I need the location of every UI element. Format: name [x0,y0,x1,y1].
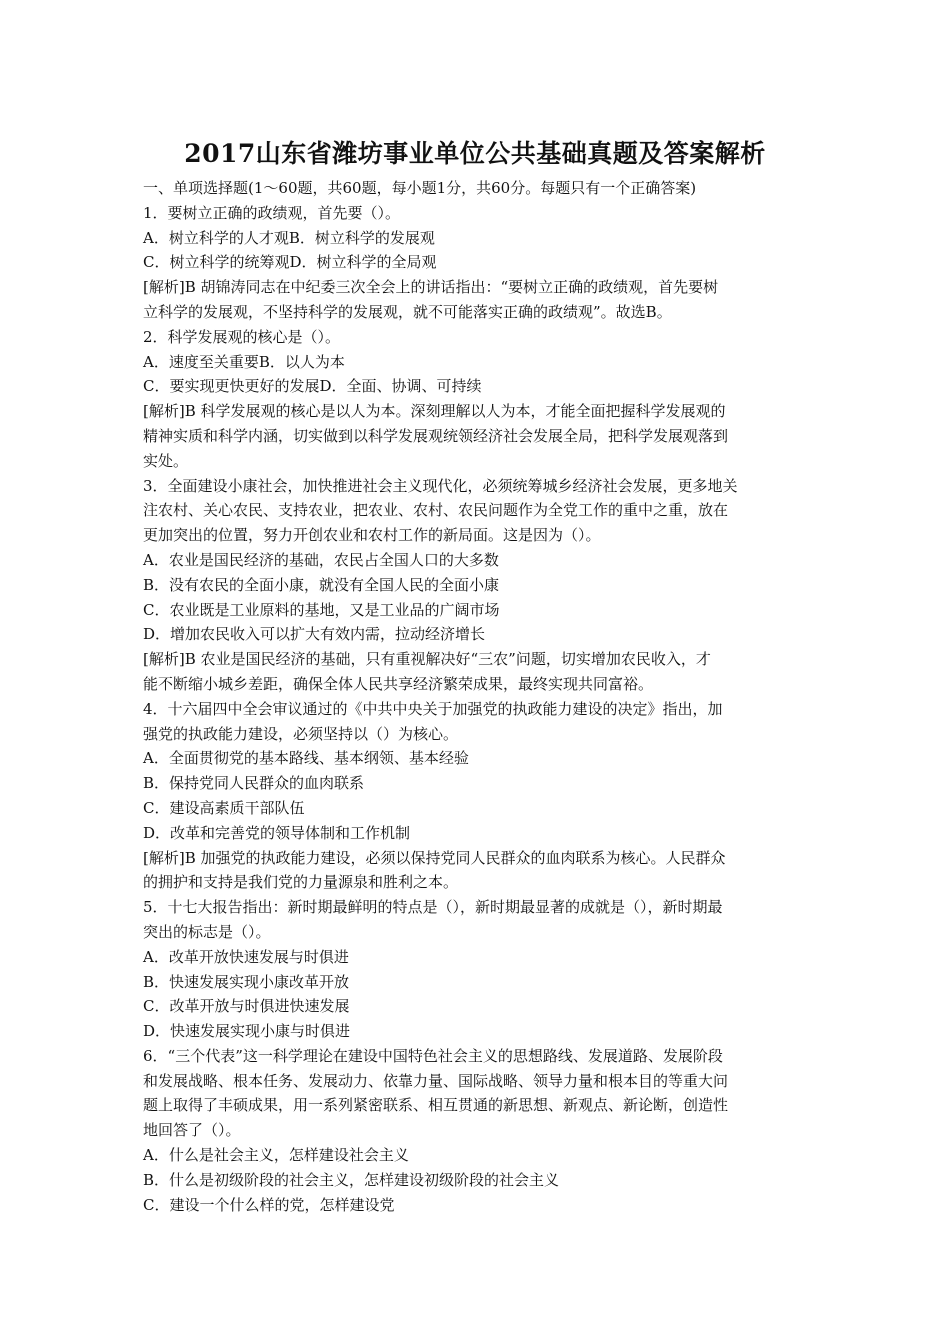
text-line: D．改革和完善党的领导体制和工作机制 [143,823,411,842]
text-line: 2．科学发展观的核心是（）。 [143,327,341,346]
text-line: 更加突出的位置，努力开创农业和农村工作的新局面。这是因为（）。 [143,526,601,545]
text-line: A．速度至关重要B．以人为本 [143,352,345,371]
text-line: D．增加农民收入可以扩大有效内需，拉动经济增长 [143,625,486,644]
text-line: 3．全面建设小康社会，加快推进社会主义现代化，必须统筹城乡经济社会发展，更多地关 [143,476,738,495]
text-line: 立科学的发展观，不坚持科学的发展观，就不可能落实正确的政绩观”。故选B。 [143,302,672,321]
text-line: B．什么是初级阶段的社会主义，怎样建设初级阶段的社会主义 [143,1170,560,1189]
text-line: [解析]B 科学发展观的核心是以人为本。深刻理解以人为本，才能全面把握科学发展观的 [143,402,726,421]
text-line: B．快速发展实现小康改革开放 [143,972,350,991]
text-line: 6．“三个代表”这一科学理论在建设中国特色社会主义的思想路线、发展道路、发展阶段 [143,1046,723,1065]
text-line: C．改革开放与时俱进快速发展 [143,997,350,1016]
text-line: 题上取得了丰硕成果，用一系列紧密联系、相互贯通的新思想、新观点、新论断，创造性 [143,1096,729,1115]
text-line: C．农业既是工业原料的基地，又是工业品的广阔市场 [143,600,500,619]
text-line: 精神实质和科学内涵，切实做到以科学发展观统领经济社会发展全局，把科学发展观落到 [143,426,729,445]
text-line: 的拥护和支持是我们党的力量源泉和胜利之本。 [143,873,459,892]
text-line: 4．十六届四中全会审议通过的《中共中央关于加强党的执政能力建设的决定》指出，加 [143,699,723,718]
text-line: B．保持党同人民群众的血肉联系 [143,774,365,793]
text-line: 地回答了（）。 [143,1121,241,1140]
text-line: [解析]B 加强党的执政能力建设，必须以保持党同人民群众的血肉联系为核心。人民群众 [143,848,726,867]
text-line: 突出的标志是（）。 [143,922,271,941]
text-line: 能不断缩小城乡差距，确保全体人民共享经济繁荣成果，最终实现共同富裕。 [143,674,654,693]
text-line: [解析]B 胡锦涛同志在中纪委三次全会上的讲话指出：“要树立正确的政绩观，首先要树 [143,278,719,297]
text-line: C．建设高素质干部队伍 [143,798,305,817]
text-line: A．全面贯彻党的基本路线、基本纲领、基本经验 [143,749,469,768]
text-line: D．快速发展实现小康与时俱进 [143,1022,351,1041]
text-line: 注农村、关心农民、支持农业，把农业、农村、农民问题作为全党工作的重中之重，放在 [143,501,729,520]
text-line: C．树立科学的统筹观D．树立科学的全局观 [143,253,437,272]
document-title: 2017山东省潍坊事业单位公共基础真题及答案解析 [184,139,766,168]
text-line: B．没有农民的全面小康，就没有全国人民的全面小康 [143,575,500,594]
text-line: A．改革开放快速发展与时俱进 [143,947,349,966]
text-line: C．建设一个什么样的党，怎样建设党 [143,1195,395,1214]
text-line: 实处。 [143,451,189,470]
text-line: 强党的执政能力建设，必须坚持以（）为核心。 [143,724,459,743]
text-line: 5．十七大报告指出：新时期最鲜明的特点是（），新时期最显著的成就是（），新时期最 [143,898,723,917]
text-line: C．要实现更快更好的发展D．全面、协调、可持续 [143,377,482,396]
document-body [143,176,811,1217]
section-header: 一、单项选择题(1～60题，共60题，每小题1分，共60分。每题只有一个正确答案) [143,179,697,197]
text-line: [解析]B 农业是国民经济的基础，只有重视解决好“三农”问题，切实增加农民收入，才 [143,650,711,669]
text-line: 1．要树立正确的政绩观，首先要（）。 [143,203,401,222]
text-line: A．树立科学的人才观B．树立科学的发展观 [143,228,435,247]
text-line: 和发展战略、根本任务、发展动力、依靠力量、国际战略、领导力量和根本目的等重大问 [143,1071,729,1090]
text-line: A．农业是国民经济的基础，农民占全国人口的大多数 [143,550,499,569]
text-line: A．什么是社会主义，怎样建设社会主义 [143,1146,409,1165]
